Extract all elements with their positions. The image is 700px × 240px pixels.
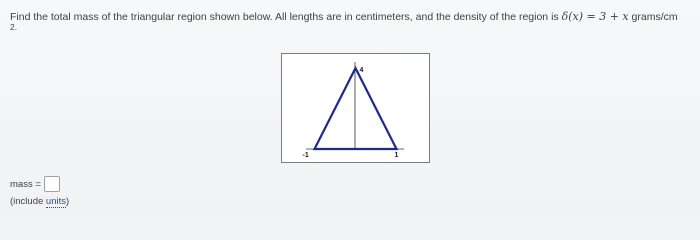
mass-input[interactable]	[44, 176, 60, 192]
question-text-after: grams/cm	[628, 11, 678, 23]
question-text-before: Find the total mass of the triangular region shown below. All lengths are in centimeters, and the density of the region is	[10, 11, 562, 23]
triangle-figure-svg	[282, 54, 429, 162]
left-vertex-label: -1	[302, 152, 309, 159]
right-vertex-label: 1	[394, 152, 399, 159]
units-hint	[10, 196, 69, 207]
answer-row	[10, 176, 60, 192]
question-text	[10, 10, 694, 24]
mass-label: mass =	[10, 178, 41, 190]
triangle-figure	[281, 53, 430, 163]
units-hint-prefix: (include	[10, 196, 46, 207]
density-formula: δ(x) = 3 + x	[561, 10, 629, 23]
triangle-region	[315, 68, 397, 149]
question-exponent: 2.	[10, 22, 18, 32]
apex-label: 4	[359, 67, 364, 75]
units-hint-suffix: )	[66, 196, 70, 207]
units-link[interactable]: units	[45, 196, 66, 207]
